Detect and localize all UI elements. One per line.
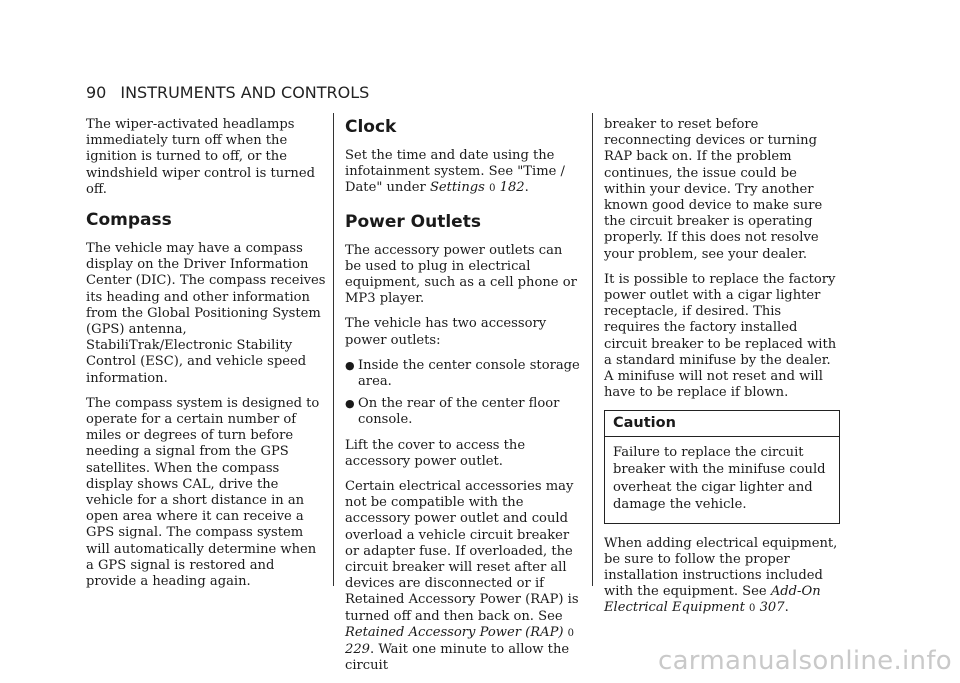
- page-ref[interactable]: 229: [345, 642, 370, 658]
- paragraph-text: Set the time and date using the infotainment system. See "Time / Date" under: [345, 148, 565, 196]
- rap-link[interactable]: Retained Accessory Power (RAP): [345, 624, 564, 640]
- section-title: INSTRUMENTS AND CONTROLS: [120, 83, 370, 102]
- clock-heading: Clock: [345, 117, 397, 137]
- paragraph-text: Wait one minute to allow the circuit: [345, 642, 570, 674]
- caution-title: Caution: [605, 411, 839, 436]
- column-3: [604, 117, 840, 627]
- add-on-equipment-link[interactable]: Add-On Electrical Equipment: [604, 584, 821, 616]
- list-item: [345, 358, 581, 390]
- list-item-text: On the rear of the center floor console.: [358, 396, 560, 428]
- page-ref[interactable]: 182: [499, 180, 525, 196]
- outlet-list: [345, 358, 581, 429]
- bullet-icon: ●: [345, 397, 355, 411]
- page-header: [86, 83, 369, 102]
- paragraph: The vehicle may have a compass display on the Driver Information Center (DIC). The compass receives its heading and other information from the Global Positioning System (GPS) antenna, StabiliTrak/Electronic Stability Control (ESC), and vehicle speed information.: [86, 241, 326, 386]
- paragraph: The compass system is designed to operate for a certain number of miles or degrees of turn before needing a signal from the GPS satellites. When the compass display shows CAL, drive the vehicle for a short distance in an open area where it can receive a GPS signal. The compass system will automatically determine when a GPS signal is restored and provide a heading again.: [86, 395, 320, 590]
- power-outlets-heading: Power Outlets: [345, 211, 481, 232]
- compass-heading: Compass: [86, 210, 172, 231]
- settings-link[interactable]: Settings: [429, 180, 485, 196]
- paragraph: When adding electrical equipment, be sure to follow the proper installation instructions included with the equipment. See Add-On Electrical Equipment 0 307.: [604, 535, 838, 616]
- paragraph: Certain electrical accessories may not be compatible with the accessory power outlet and could overload a vehicle circuit breaker or adapter fuse. If overloaded, the circuit breaker will reset after all devices are disconnected or if Retained Accessory Power (RAP) is turned off and then back on. See Retained Accessory Power (RAP) 0 229. Wait one minute to allow the circuit: [345, 479, 579, 674]
- column-1: [86, 117, 326, 599]
- page-ref-arrow: 0: [749, 603, 756, 615]
- column-divider: [333, 113, 334, 586]
- list-item: [345, 396, 581, 428]
- column-divider: [592, 113, 593, 586]
- list-item-text: Inside the center console storage area.: [358, 357, 580, 390]
- paragraph: It is possible to replace the factory power outlet with a cigar lighter receptacle, if desired. This requires the factory installed circuit breaker to be replaced with a standard minifuse by the dealer. A minifuse will not reset and will have to be replace if blown.: [604, 271, 837, 401]
- caution-box: [604, 410, 840, 523]
- paragraph: Lift the cover to access the accessory power outlet.: [345, 437, 526, 469]
- caution-body: Failure to replace the circuit breaker with the minifuse could overheat the cigar lighter and damage the vehicle.: [613, 444, 826, 513]
- page-ref-arrow: 0: [489, 183, 496, 195]
- paragraph: The wiper-activated headlamps immediately turn off when the ignition is turned to off, or the windshield wiper control is turned off.: [86, 117, 315, 197]
- bullet-icon: ●: [345, 358, 355, 372]
- paragraph-text: Certain electrical accessories may not be compatible with the accessory power outlet and could overload a vehicle circuit breaker or adapter fuse. If overloaded, the circuit breaker will reset after all devices are disconnected or if Retained Accessory Power (RAP) is turned off and then back on. See: [345, 479, 579, 624]
- page-ref[interactable]: 307: [759, 600, 785, 616]
- page-number: 90: [86, 83, 107, 102]
- paragraph-text: When adding electrical equipment, be sure to follow the proper installation instructions included with the equipment. See: [604, 535, 838, 600]
- watermark: carmanualsonline.info: [657, 646, 952, 676]
- column-2: [345, 117, 581, 683]
- paragraph: Set the time and date using the infotainment system. See "Time / Date" under Settings 0 182.: [345, 148, 565, 196]
- paragraph: The vehicle has two accessory power outlets:: [345, 316, 547, 348]
- paragraph: The accessory power outlets can be used to plug in electrical equipment, such as a cell phone or MP3 player.: [345, 242, 577, 307]
- paragraph: breaker to reset before reconnecting devices or turning RAP back on. If the problem continues, the issue could be within your device. Try another known good device to make sure the circuit breaker is operating properly. If this does not resolve your problem, see your dealer.: [604, 117, 823, 262]
- page-ref-arrow: 0: [567, 627, 575, 639]
